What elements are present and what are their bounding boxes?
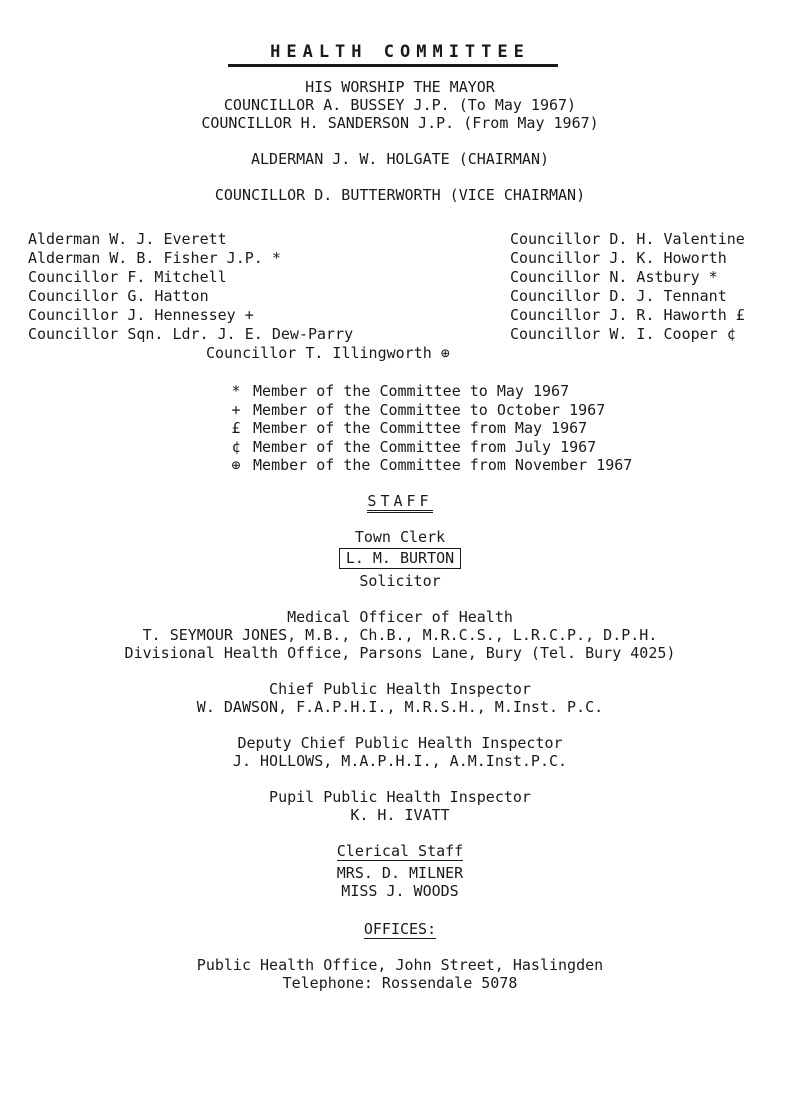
staff-heading-wrap [0, 492, 800, 513]
member-name: Councillor D. H. Valentine [510, 230, 745, 248]
legend-item [228, 456, 632, 475]
clerical-name: MISS J. WOODS [341, 882, 459, 900]
town-clerk-label: Town Clerk [354, 528, 446, 546]
page-title: HEALTH COMMITTEE [270, 42, 530, 62]
legend-mark: + [231, 400, 241, 419]
member-name: Councillor Sqn. Ldr. J. E. Dew-Parry [28, 325, 354, 343]
legend-mark: ⊕ [231, 456, 241, 474]
pupil-inspector-name: K. H. IVATT [350, 806, 450, 824]
officer-vice-chairman: COUNCILLOR D. BUTTERWORTH (VICE CHAIRMAN) [214, 186, 586, 204]
legend-text: Member of the Committee to May 1967 [253, 382, 570, 400]
legend-text: Member of the Committee to October 1967 [253, 400, 606, 419]
officer-bussey: COUNCILLOR A. BUSSEY J.P. (To May 1967) [223, 96, 577, 114]
chief-inspector-name: W. DAWSON, F.A.P.H.I., M.R.S.H., M.Inst. P.C. [196, 698, 604, 716]
legend-mark: ¢ [231, 437, 241, 456]
legend-text: Member of the Committee from May 1967 [253, 419, 588, 437]
staff-heading: STAFF [367, 493, 432, 513]
title-underline [228, 64, 558, 67]
deputy-inspector-name: J. HOLLOWS, M.A.P.H.I., A.M.Inst.P.C. [232, 752, 568, 770]
member-name: Councillor D. J. Tennant [510, 287, 727, 305]
town-clerk-name: L. M. BURTON [339, 548, 461, 569]
legend-item [228, 438, 632, 457]
legend-item [228, 382, 632, 401]
medical-officer-label: Medical Officer of Health [287, 608, 513, 626]
member-name: Alderman W. B. Fisher J.P. * [28, 249, 281, 267]
offices-heading-wrap [0, 920, 800, 939]
legend-item [228, 419, 632, 438]
member-name: Councillor G. Hatton [28, 287, 209, 305]
medical-officer-address: Divisional Health Office, Parsons Lane, Bury (Tel. Bury 4025) [124, 644, 676, 662]
member-name: Alderman W. J. Everett [28, 230, 227, 248]
members-right-column [510, 230, 745, 344]
member-name-centered: Councillor T. Illingworth ⊕ [206, 344, 450, 362]
town-clerk-name-wrap [0, 548, 800, 569]
legend-text: Member of the Committee from November 1967 [253, 456, 633, 474]
member-name: Councillor W. I. Cooper ¢ [510, 325, 736, 343]
membership-legend [228, 382, 632, 475]
member-name: Councillor J. R. Haworth £ [510, 306, 745, 324]
clerical-heading-wrap [0, 842, 800, 861]
offices-heading: OFFICES: [363, 920, 437, 938]
legend-item [228, 401, 632, 420]
pupil-inspector-label: Pupil Public Health Inspector [269, 788, 531, 806]
chief-inspector-label: Chief Public Health Inspector [269, 680, 531, 698]
clerical-heading: Clerical Staff [336, 842, 464, 860]
medical-officer-name: T. SEYMOUR JONES, M.B., Ch.B., M.R.C.S., L.R.C.P., D.P.H. [142, 626, 658, 644]
legend-mark: £ [231, 419, 241, 437]
member-name: Councillor J. Hennessey + [28, 306, 254, 324]
legend-text: Member of the Committee from July 1967 [253, 437, 597, 456]
offices-telephone: Telephone: Rossendale 5078 [282, 974, 518, 992]
member-name: Councillor J. K. Howorth [510, 249, 727, 267]
officer-sanderson: COUNCILLOR H. SANDERSON J.P. (From May 1967) [201, 114, 599, 132]
clerical-name: MRS. D. MILNER [336, 864, 464, 882]
member-name: Councillor N. Astbury * [510, 268, 718, 286]
officer-mayor: HIS WORSHIP THE MAYOR [305, 78, 495, 96]
officer-chairman: ALDERMAN J. W. HOLGATE (CHAIRMAN) [250, 150, 549, 168]
deputy-inspector-label: Deputy Chief Public Health Inspector [237, 734, 563, 752]
members-left-column [28, 230, 353, 344]
offices-address: Public Health Office, John Street, Haslingden [196, 956, 604, 974]
legend-mark: * [231, 382, 241, 400]
member-name: Councillor F. Mitchell [28, 268, 227, 286]
solicitor-label: Solicitor [359, 572, 441, 590]
